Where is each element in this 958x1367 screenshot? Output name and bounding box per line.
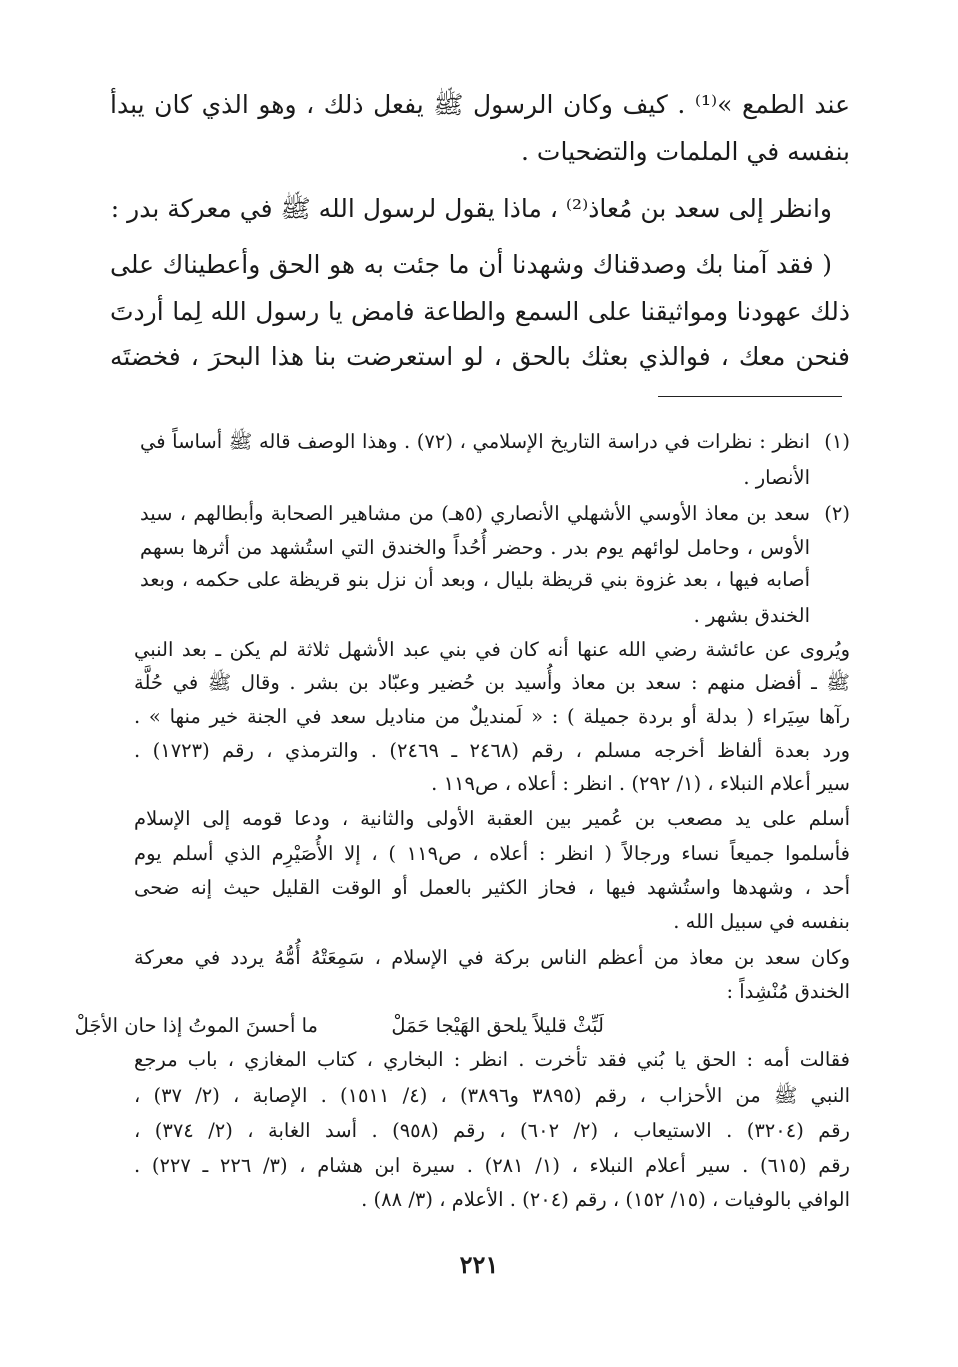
footnote-cont-line-3: رآها سِيَراء ( بدلة أو بردة جميلة ) : « لَمنديلٌ من مناديل سعد في الجنة خير منها » . xyxy=(134,705,850,728)
footnote-separator xyxy=(658,396,842,397)
footnote-cont-line-1: ويُروى عن عائشة رضي الله عنها أنه كان في بني عبد الأشهل ثلاثة لم يكن ـ بعد النبي xyxy=(134,638,850,661)
footnote-after-line-3: رقم (٣٢٠٤) . الاستيعاب ، (٢/ ٦٠٢) ، رقم (٩٥٨) . أسد الغابة ، (٢/ ٣٧٤) ، xyxy=(134,1119,850,1142)
footnote-after-line-2: النبي ﷺ من الأحزاب ، رقم (٣٨٩٥ و٣٨٩٦) ، (٤/ ١٥١١) . الإصابة ، (٢/ ٣٧) ، xyxy=(134,1084,850,1107)
footnote-after-line-4: رقم (٦١٥) . سير أعلام النبلاء ، (١/ ٢٨١) . سيرة ابن هشام ، (٣/ ٢٢٦ ـ ٢٢٧) . xyxy=(134,1154,850,1177)
main-line-2: بنفسه في الملمات والتضحيات . xyxy=(521,137,850,166)
footnote-cont-line-7: فأسلموا جميعاً نساء ورجالاً ( انظر : أعلاه ، ص١١٩ ) ، إلا الأُصَيْرِم الذي أسلم يوم xyxy=(134,842,850,865)
footnote-cont-line-10: وكان سعد بن معاذ من أعظم الناس بركة في الإسلام ، سَمِعَتْهُ أُمُّهُ يردد في معركة xyxy=(134,946,850,969)
footnote-2-number: (٢) xyxy=(824,502,850,525)
footnote-cont-line-9: بنفسه في سبيل الله . xyxy=(673,910,850,933)
footnote-1-line-2: الأنصار . xyxy=(743,466,810,489)
footnote-after-line-1: فقالت أمه : الحق يا بُني فقد تأخرت . انظر : البخاري ، كتاب المغازي ، باب مرجع xyxy=(134,1048,850,1071)
footnote-2-line-1: سعد بن معاذ الأوسي الأشهلي الأنصاري (٥هـ) من مشاهير الصحابة وأبطالهم ، سيد xyxy=(140,502,810,525)
footnote-cont-line-8: أحد ، وشهدها واستُشهد فيها ، فحاز الكثير بالعمل أو الوقت القليل حيث إنه ضحى xyxy=(134,876,850,899)
footnote-after-line-5: الوافي بالوفيات ، (١٥/ ١٥٢) ، رقم (٢٠٤) . الأعلام ، (٣/ ٨٨) . xyxy=(361,1188,850,1211)
footnote-2-line-3: أصابه فيها ، بعد غزوة بني قريظة بليال ، وبعد أن نزل بنو قريظة على حكمه ، وبعد xyxy=(140,568,810,591)
footnote-2-line-2: الأوس ، وحامل لوائهم يوم بدر . وحضر أُحُداً والخندق التي استُشهد من أثرها بسهم xyxy=(140,536,810,559)
footnote-cont-line-2: ﷺ ـ أفضل منهم : سعد بن معاذ وأُسيد بن حُضير وعبّاد بن بشر . وقال ﷺ في حُلَّة xyxy=(134,671,850,694)
footnote-cont-line-6: أسلم على يد مصعب بن عُمير بين العقبة الأولى والثانية ، ودعا قومه إلى الإسلام xyxy=(134,807,850,830)
main-line-1: عند الطمع »⁽¹⁾ . كيف وكان الرسول ﷺ يفعل ذلك ، وهو الذي كان يبدأ xyxy=(110,90,850,119)
main-line-6: فنحن معك ، فوالذي بعثك بالحق ، لو استعرضت بنا هذا البحرَ ، فخضتَه xyxy=(110,342,850,371)
footnote-cont-line-5: سير أعلام النبلاء ، (١/ ٢٩٢) . انظر : أعلاه ، ص١١٩ . xyxy=(431,772,850,795)
main-line-4: ( فقد آمنا بك وصدقناك وشهدنا أن ما جئت به هو الحق وأعطيناك على xyxy=(110,250,832,279)
main-line-3: وانظر إلى سعد بن مُعاذ⁽²⁾ ، ماذا يقول لرسول الله ﷺ في معركة بدر : xyxy=(110,194,832,223)
verse-first-hemistich: لَبِّثْ قليلاً يلحق الهَيْجا حَمَلْ xyxy=(391,1014,604,1037)
footnote-cont-line-11: الخندق مُنْشِداً : xyxy=(726,980,850,1003)
verse-second-hemistich: ما أحسنَ الموتُ إذا حان الأجَلْ xyxy=(74,1014,318,1037)
page-number: ٢٢١ xyxy=(459,1250,499,1279)
footnote-1-number: (١) xyxy=(824,430,850,453)
footnote-1-line-1: انظر : نظرات في دراسة التاريخ الإسلامي ، (٧٢) . وهذا الوصف قاله ﷺ أساساً في xyxy=(140,430,810,453)
footnote-cont-line-4: ورد بعدة ألفاظ أخرجه مسلم ، رقم (٢٤٦٨ ـ ٢٤٦٩) . والترمذي ، رقم (١٧٢٣) . xyxy=(134,739,850,762)
footnote-2-line-4: الخندق بشهر . xyxy=(693,604,810,627)
main-line-5: ذلك عهودنا ومواثيقنا على السمع والطاعة فامض يا رسول الله لِما أردتَ xyxy=(110,297,850,326)
